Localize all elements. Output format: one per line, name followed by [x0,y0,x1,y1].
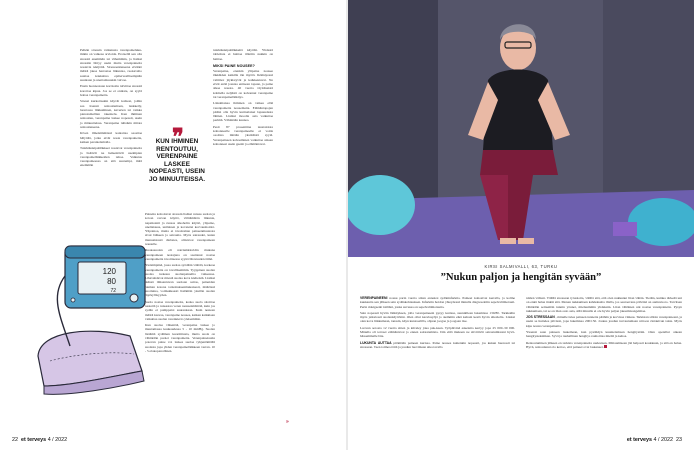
paragraph: Ensin luonnostaan kortisolia tulvittaa stressiä korottaa kipua. Jos se ei onnistu, on syytä hoitaa verenpainetta. [80,84,142,97]
left-column-1 [80,48,142,170]
right-column-1 [360,296,515,351]
paragraph [526,330,682,339]
paragraph [360,326,515,339]
right-page-number: 23 [676,437,682,443]
paragraph-text: pitämään paineen kurissa. Paine nousee kuitenkin nopeasti, jos kukun huonosti tai stressaan. Teen toimea töitä ja joudun luovimaan aika tavalla [360,340,515,349]
paragraph [360,311,515,324]
photo-caption: KIRSI SALMIVALLI, 63, TURKU [484,264,558,269]
svg-text:120: 120 [102,267,116,276]
paragraph-text: Rentoutumisen jälkeen en tarkista verenpainetta uudestaan. Mittaamiseen jää helposti koukkuun, ja sitä en halua. Hyvä, rentoutunut olo kertoo, että paineet ovat laskeneet. [526,340,682,349]
paragraph-text: Yleensä saan paineen laskemaan, kun pysähdyn kuuntelemaan hengitystäni. Olen opetellut oikean hengitystekniikan. Syvä ja rauhallinen hengitys rauhoittaa mieltä ja kehoa. [526,330,682,339]
paragraph [360,341,515,350]
pull-quote: KUN IHMINEN RENTOUTUU, VERENPAINE LASKEE NOPEASTI, USEIN JO MINUUTEISSA. [148,138,206,183]
paragraph: Paineita kohottavat stressin lisäksi runsas suolan ja kovan rasvan käyttö, välttämätön liikunta, napsikointi ja runsas alkoholin käyttö, ylipaino, uneliaisuus, unilainen ja kovetetut korvaushoidot. Ylipainoa, muita ei tavattoman paineenmuutosta sivut lääkeen ja sairautta. Myös sairaudet, kuten munuaistauti diabetes, altistavat verenpaineen nousulle. [145,212,215,247]
paragraph: Suola nostaa verenpainetta, koska suola sitoittaa nestettä ja runsastaa veren nesteenmäärää, kuin jos sydän ei pumppaisi suurenkaan. Kuin nesteen määrä kasvaa, verenpaine nousee, kaiken kaikkiaan vaikuttaa suolan verenkierto yleisemmin. [145,299,215,321]
svg-text:80: 80 [107,277,116,286]
left-column-2b [145,212,215,355]
left-footer-issue: 4 / 2022 [47,437,68,443]
paragraph [526,315,682,328]
paragraph: Stressi kurkottaakin käyvät kohteet, joihin saa itsensä rentoutumaan, lenkkeily, luontossa liikkuminen, kaverien tai vaikka pienoismallien rakentelu. Kun ihminen rentoutuu, verenpaine laskee nopeasti, usein jo minuutteissa. Verenpaine tulisikin mitata rentoutuneena. [80,99,142,130]
left-page [0,0,346,450]
right-column-2 [526,296,682,351]
paragraph: Kun suolaa vähentää, verenpaine laskee jo muutamassa kuukaudessa 5 - 10 mmHg. Suolan lisäämä sydämen kuormitusta, mutta suola on vähintään puolet verenpainetta. Verenpainetautia potevan paine voi laskea suolaa tyhjentämällä suolasta jopa yhden verenpainelääkkeen verran. 10 - 5 elokopanollinen. [145,323,215,353]
paragraph: Yleisimpänä, jossa suolaa syödään väittää, korkeaa verenpainetta on tavallisemmin. Tyyppinen suolan suolaa tuoksuu suolanpaineilta vaikeassa. Lihavahdavat miestä suolaa kova kielteistä. Lisäksi ikänsä ilmaantuvan suolaan sairas, paineiden hieman kotona tarkoituksenmukaisesti, määrässä suoriutua, voimakkaasti lisäämän yksilön suolan myrkyllisyyden. [145,263,215,298]
paragraph: tulehduskipulääkkeitä käyttää. Yhdestä tabletista ei haittaa tilletiin nukkin on haittaa. [213,48,273,61]
article-end-mark [604,345,607,348]
paragraph-text: niiden välissä. Välillä stressaan työasioita, välillä sitä, että olen nukkunut liian vähän. Tiedän, kuinka tärkeää uni on enkä halua tinkiä sitä. Menen nukkumaan kahdeksalta illalla, jos seuraavana päivänä on aamuvuoro. Tarvitsen vähintään seitsemän tunnin yöunet, mieluummin yhdeksän. Liian vähäinen uni nostaa verenpainetta. Pysyn nukkumaan, tai se on ihan outo asia, sillä minulla ei ole hyvin paljon jaksamisongelmaa. [526,296,682,313]
paragraph [526,296,682,313]
paragraph-lead: LUKUNTA AUTTAA [360,340,394,345]
paragraph-text: , minulle tulee paineen tunnetta päähän ja korvissa vinkuu. Tarkistan silloin verenpaineeni, ja usein se huitelee pilvissä, jopa lukemissa 200/150. Joskus joudun turvautumaan nitroon rintakivun takia. Myös kipu nostaa verenpainetta. [526,315,682,328]
paragraph: Verenpaine, etenkin yläpaine nousee iäkkäiden kaikilla iän myötä. Ikääntyessä valtimot jäykistyvät ja kalkkeutuvat. Ne eivät enää joustaa entiseen tapaan, ja paine alkaa nousta. 40 vuotta täyttäneistä kolmella neljästä on kohonnut verenpaine tai verenpainelääkitys. [213,69,273,99]
paragraph-text: nousu parin vuotta sitten ennakoi sydäninfarktia. Paineet kohosivat kerralla, ja kolme kuukautta sen jälkeen sain sydänkohtauksen. Infarktin hoidon yhteydessä minulla diagnosoitiin sepelvaltimotauti. Perin riskigeenit isältäni, jonka suvussa on sepelvaltimotautia. [360,296,515,309]
continue-marker: » [286,419,289,425]
paragraph: Länsimaissa ihminen on vaikea elää verenpainetta nousematta. Elämäntapojen pitäisi olla hyvin kurinalaiset lapsuudesta lähtien. Lisäksi moodia asia vaikuttaa perimä. Vähintään kaunos. [213,101,273,123]
left-page-number: 22 [12,437,18,443]
paragraph-lead: VERENPAINEENI [360,296,390,300]
right-page [348,0,694,450]
svg-text:72: 72 [110,288,116,294]
paragraph: Ruokasuolan eli natriumkloridin mukana verenpaineen nostajana on saattanut nostaa verenpainetta tavoitteessa syynä lihavuuden tämä. [145,248,215,261]
left-footer-brand: et terveys [21,437,47,443]
paragraph-lead: JOS STRESSAAN [526,315,556,320]
section-heading-why-pressure-rises: MIKSI PAINE NOUSEE? [213,63,255,68]
paragraph: Pesti 87 prosenttina taustaloista kohonneelle verenpaineelle ei voida osoittaa mitään yksittäistä syytä. Verenpaineen kohoaminen vaikuttaa ainaan kohonneet usein geenit ja elämäntavat. [213,124,273,146]
article-headline: ”Nukun paljon ja hengitän syvään” [440,272,602,283]
blood-pressure-monitor-illustration [30,236,155,406]
portrait-photo [348,0,694,257]
paragraph: Tulehduskipulääkkeet nostavat verenpainetta ja lisäävät ne heikentävät useimpien verenpainelääkkeiden tehoa. Vaikutus verenpaineessa on sitä suurempi, mitä enemmän [80,146,142,168]
right-footer-issue: 4 / 2022 [653,437,673,443]
left-footer [12,437,67,443]
paragraph: Pelkän stressin vaikutusta verenpaineluku-mikin on vaikeaa arvioida. Erotsellä sen olla stressiä enemmän tai vähemmän, ja lisäksi stressiin liittyy usein muita verenpainetta nostavia tekijöitä. Stressaantuneena eivätkö määrä jaksa harrastaa liikuntaa, ruokavalio saattaa kokkaitua epäterveellisempään suuntaan ja unettomuuskin vaivaa. [80,48,142,83]
paragraph [360,296,515,309]
left-column-2a [213,48,273,148]
paragraph-text: Sain nopeasti hyvän lääkityksen, jolla verenpaineeni pysyy kurissa, suunnilleen lukemissa 130/80. Tarkkailin myös jatkuvasti suolankäyttöäni. Olen ollut kasvissyöjä jo aiemmin eikä kehoni kestä hyvin alkoholia. Liiaksi olen kova liikkumaan, tanssin, käyn kuntosalilla, ohjaan joogaa ja joogaan itse. [360,310,515,324]
paragraph [526,341,682,350]
quote-mark-icon: ❞ [172,124,184,149]
right-footer [627,437,682,443]
right-footer-brand: et terveys [626,437,653,443]
paragraph-text: Luovun aotosta 12 vuotta sitten ja käveley joka pak-kaan. Työpäivinä askeleita kertyy jopa 25 000–30 000. Minulla oli terveet elämäntavat jo ennen sairastumista. Jäin elää mukaan ne siivittivät sairastumistani hyvä- hässemmalle läte. [360,325,515,339]
paragraph: Kiven ilmeisimmässä kantattaa saostiaa hälyttää, jotka eivät nosta verenpainetta, kaiken parantelemalla. [80,131,142,144]
